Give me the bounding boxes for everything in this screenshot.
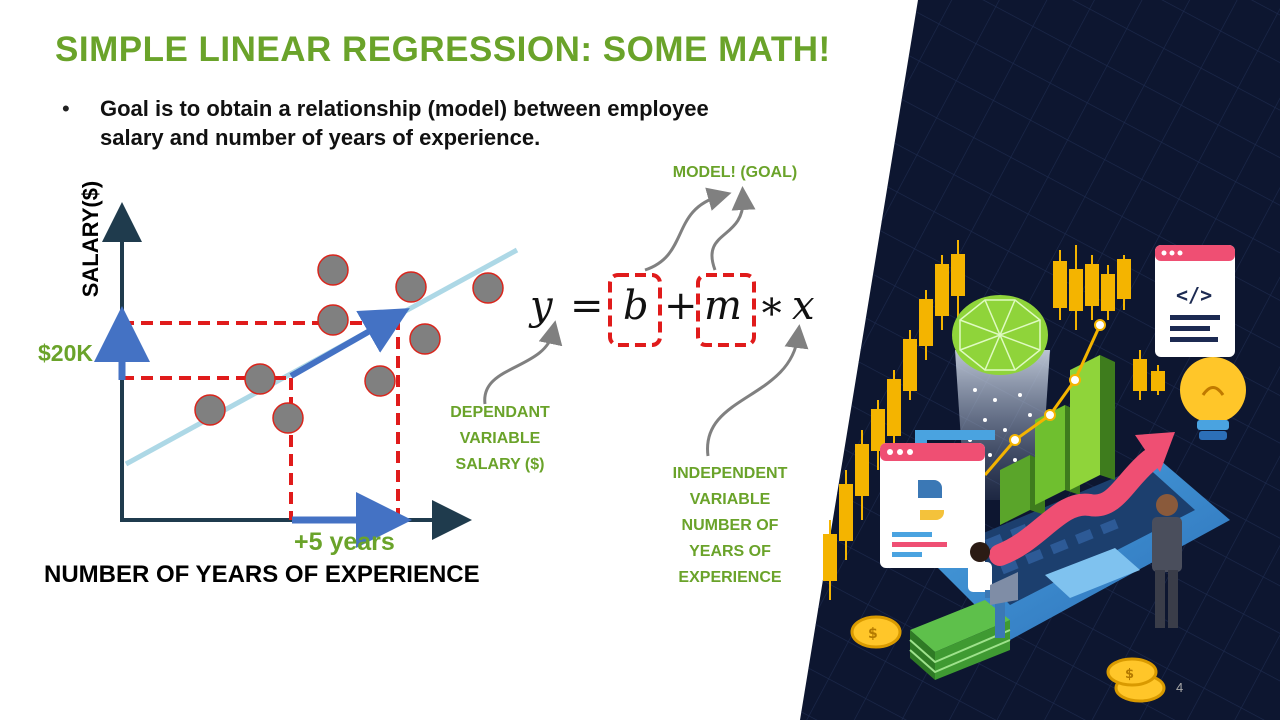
data-point xyxy=(318,255,348,285)
equation-x: x xyxy=(792,283,815,329)
page-number: 4 xyxy=(1176,680,1184,695)
years-delta-label: +5 years xyxy=(294,528,395,556)
svg-text:</>: </> xyxy=(1176,283,1213,307)
independent-line-4: YEARS OF xyxy=(689,543,771,560)
code-window-icon xyxy=(1155,245,1235,357)
svg-text:$: $ xyxy=(868,626,878,642)
dependant-variable-label xyxy=(440,400,560,478)
equation-plus: + xyxy=(664,283,698,329)
data-point xyxy=(396,272,426,302)
equation-equals: = xyxy=(570,283,604,329)
independent-variable-label xyxy=(655,461,805,591)
data-point xyxy=(195,395,225,425)
independent-line-2: VARIABLE xyxy=(689,491,771,508)
equation-m: m xyxy=(704,283,742,329)
svg-text:$: $ xyxy=(1125,667,1135,682)
salary-delta-label: $20K xyxy=(38,340,93,366)
dependant-line-1: DEPENDANT xyxy=(450,404,550,421)
data-point xyxy=(365,366,395,396)
independent-line-1: INDEPENDENT xyxy=(672,465,788,482)
dependant-line-2: VARIABLE xyxy=(459,430,541,447)
x-axis-label: NUMBER OF YEARS OF EXPERIENCE xyxy=(44,561,480,588)
data-point xyxy=(473,273,503,303)
python-window-icon xyxy=(880,443,985,568)
equation-b: b xyxy=(623,283,649,329)
data-point xyxy=(245,364,275,394)
data-point xyxy=(410,324,440,354)
dependant-line-3: SALARY ($) xyxy=(455,456,545,473)
projection-lines xyxy=(122,318,398,520)
y-axis-label: SALARY($) xyxy=(78,180,103,298)
goal-text: Goal is to obtain a relationship (model) between employee salary and number of years of experience. xyxy=(100,96,709,150)
data-point xyxy=(273,403,303,433)
data-point xyxy=(318,305,348,335)
equation-y: y xyxy=(530,283,553,329)
slide-title: SIMPLE LINEAR REGRESSION: SOME MATH! xyxy=(55,30,831,69)
independent-line-5: EXPERIENCE xyxy=(678,569,782,586)
equation-times: ∗ xyxy=(758,283,786,329)
independent-line-3: NUMBER OF xyxy=(681,517,779,534)
bullet-marker: • xyxy=(62,96,70,121)
model-goal-label: MODEL! (GOAL) xyxy=(672,164,798,181)
